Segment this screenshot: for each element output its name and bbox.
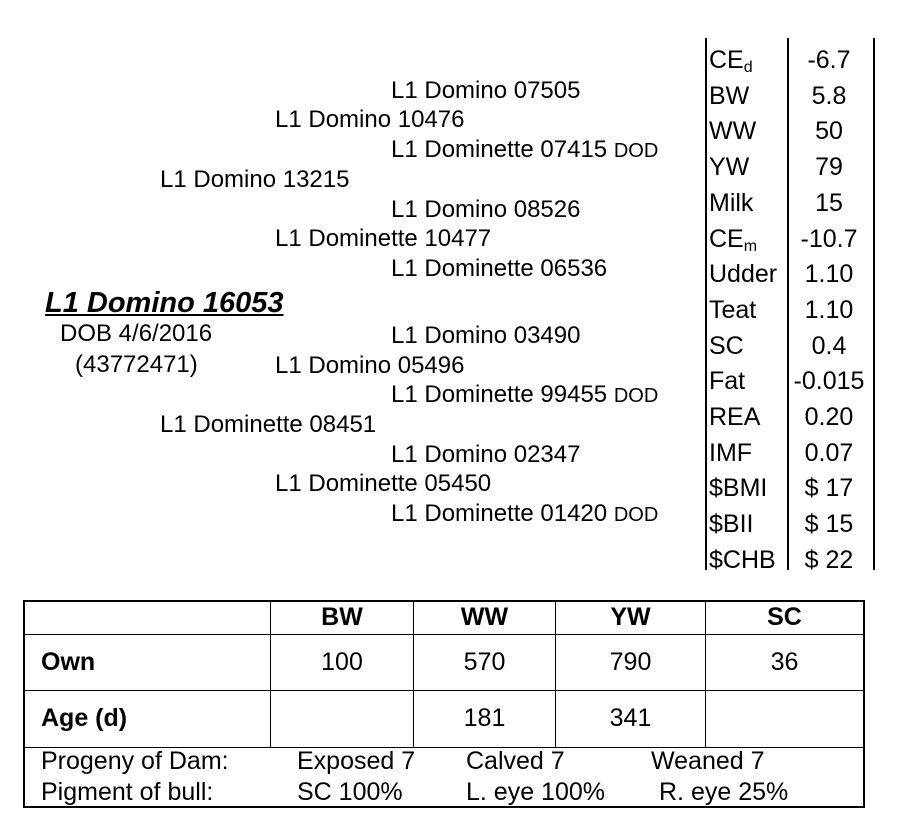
performance-table <box>23 600 865 808</box>
table-divider <box>25 690 863 691</box>
epd-label-text: $BMI <box>709 474 768 503</box>
pedigree-sire-sire-sire: L1 Domino 07505 <box>391 77 581 104</box>
epd-label-text: IMF <box>709 438 753 467</box>
epd-label-text: Fat <box>709 367 746 396</box>
epd-value: -10.7 <box>800 224 858 253</box>
epd-row <box>709 542 871 578</box>
epd-value: $ 17 <box>804 474 854 503</box>
epd-row <box>709 506 871 542</box>
epd-value: 0.4 <box>811 331 847 360</box>
epd-label <box>709 113 756 149</box>
epd-row <box>709 221 871 257</box>
epd-label <box>709 506 753 542</box>
epd-value: -6.7 <box>807 46 851 74</box>
pedigree-dam-dam-sire: L1 Domino 02347 <box>391 441 581 468</box>
epd-value: 50 <box>815 117 843 146</box>
pedigree-sire: L1 Domino 13215 <box>160 166 350 193</box>
own-label: Own <box>41 648 96 676</box>
pigment-sc: SC 100% <box>297 778 403 806</box>
header-yw: YW <box>610 603 651 631</box>
pedigree-name: L1 Dominette 07415 <box>391 136 608 163</box>
epd-label-text: CE <box>709 46 744 74</box>
progeny-weaned: Weaned 7 <box>651 747 765 775</box>
pedigree-sire-dam-dam: L1 Dominette 06536 <box>391 255 608 282</box>
pigment-left-eye: L. eye 100% <box>466 778 605 806</box>
epd-label-text: WW <box>709 117 757 146</box>
age-yw: 341 <box>609 704 652 732</box>
epd-row <box>709 149 871 185</box>
header-sc: SC <box>767 603 802 631</box>
epd-label <box>709 435 752 471</box>
registration-number: (43772471) <box>75 351 198 378</box>
pedigree-sire-dam-sire: L1 Domino 08526 <box>391 196 581 223</box>
epd-label <box>709 221 757 257</box>
epd-row <box>709 256 871 292</box>
epd-label <box>709 542 776 578</box>
epd-row <box>709 328 871 364</box>
pedigree-sire-dam: L1 Dominette 10477 <box>275 225 492 252</box>
epd-value: 15 <box>815 188 843 217</box>
pedigree-dam-sire: L1 Domino 05496 <box>275 352 465 379</box>
epd-label <box>709 149 749 185</box>
epd-value: $ 15 <box>804 510 854 539</box>
epd-row <box>709 363 871 399</box>
pedigree-sire-sire-dam <box>391 136 658 165</box>
epd-label-text: Udder <box>709 260 778 289</box>
epd-row <box>709 113 871 149</box>
dod-tag: DOD <box>613 385 659 407</box>
epd-label-text: BW <box>709 81 750 110</box>
header-ww: WW <box>460 603 509 631</box>
progeny-exposed: Exposed 7 <box>297 747 416 775</box>
epd-label-text: Teat <box>709 295 757 324</box>
pedigree-name: L1 Dominette 99455 <box>391 381 608 408</box>
pedigree-dam-dam-dam <box>391 500 658 529</box>
own-bw: 100 <box>321 648 363 676</box>
epd-row <box>709 292 871 328</box>
own-yw: 790 <box>609 648 652 676</box>
age-ww: 181 <box>463 704 506 732</box>
progeny-calved: Calved 7 <box>466 747 565 775</box>
epd-label <box>709 78 749 114</box>
epd-label-subscript: m <box>743 237 758 255</box>
epd-label-text: Milk <box>709 188 754 217</box>
epd-label <box>709 399 760 435</box>
epd-value: $ 22 <box>804 545 854 574</box>
table-divider <box>25 634 863 635</box>
epd-value: -0.015 <box>793 367 865 396</box>
epd-row <box>709 399 871 435</box>
epd-row <box>709 185 871 221</box>
epd-value: 0.07 <box>804 438 854 467</box>
epd-label-text: CE <box>709 224 744 253</box>
pedigree-dam: L1 Dominette 08451 <box>160 411 377 438</box>
pedigree-dam-sire-sire: L1 Domino 03490 <box>391 322 581 349</box>
dod-tag: DOD <box>613 504 659 526</box>
pedigree-dam-sire-dam <box>391 381 658 410</box>
epd-label <box>709 185 753 221</box>
epd-value: 5.8 <box>811 81 847 110</box>
epd-value: 79 <box>815 153 843 182</box>
progeny-label: Progeny of Dam: <box>41 747 229 775</box>
header-bw: BW <box>321 603 363 631</box>
epd-label-text: $BII <box>709 510 754 539</box>
pedigree-sire-sire: L1 Domino 10476 <box>275 106 465 133</box>
epd-label <box>709 292 756 328</box>
pigment-right-eye: R. eye 25% <box>659 778 789 806</box>
epd-label <box>709 42 753 78</box>
epd-value: 0.20 <box>804 403 854 431</box>
epd-row <box>709 78 871 114</box>
epd-label <box>709 470 767 506</box>
pigment-label: Pigment of bull: <box>41 778 214 806</box>
pedigree-dam-dam: L1 Dominette 05450 <box>275 470 492 497</box>
epd-row <box>709 470 871 506</box>
date-of-birth: DOB 4/6/2016 <box>60 320 213 347</box>
epd-row <box>709 435 871 471</box>
age-label: Age (d) <box>41 704 128 732</box>
dod-tag: DOD <box>613 140 659 162</box>
pedigree-name: L1 Dominette 01420 <box>391 500 608 527</box>
epd-label <box>709 256 777 292</box>
epd-value: 1.10 <box>804 295 854 324</box>
epd-label-text: REA <box>709 403 761 431</box>
epd-label-text: YW <box>709 153 750 182</box>
epd-label <box>709 328 744 364</box>
own-ww: 570 <box>463 648 506 676</box>
own-sc: 36 <box>770 648 799 676</box>
epd-label-subscript: d <box>743 59 753 76</box>
epd-label <box>709 363 745 399</box>
epd-row <box>709 42 871 78</box>
epd-label-text: SC <box>709 331 744 360</box>
epd-value: 1.10 <box>804 260 854 289</box>
animal-name: L1 Domino 16053 <box>45 287 284 319</box>
epd-label-text: $CHB <box>709 545 776 574</box>
